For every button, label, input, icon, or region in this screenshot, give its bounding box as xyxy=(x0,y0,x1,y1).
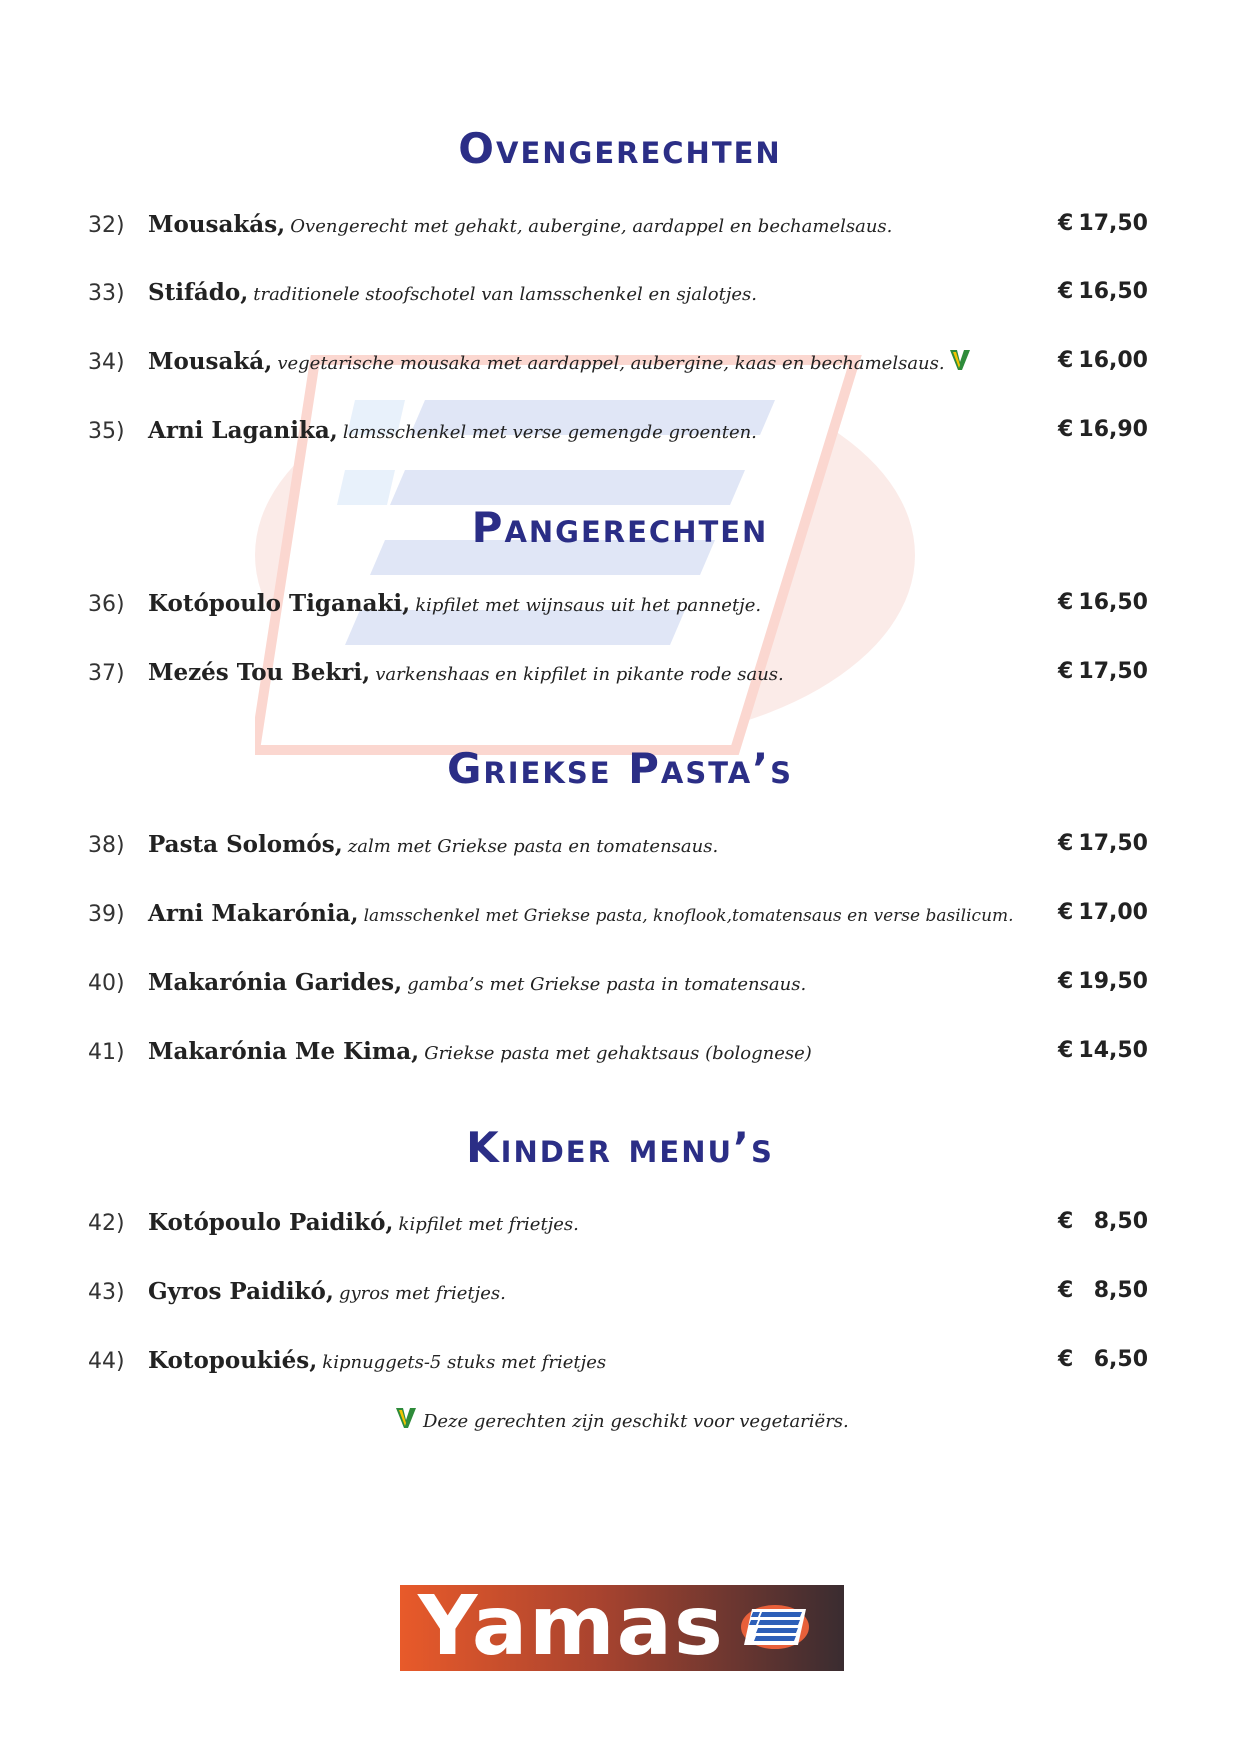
section-title-griekse-pastas: Griekse Pasta’s xyxy=(446,744,794,793)
currency-symbol: € xyxy=(1058,1038,1074,1063)
footnote-text: Deze gerechten zijn geschikt voor vegetariërs. xyxy=(422,1411,849,1432)
vegetarian-footnote xyxy=(0,1406,1240,1432)
item-description: lamsschenkel met Griekse pasta, knoflook,tomatensaus en verse basilicum. xyxy=(363,906,1014,926)
item-name: Kotópoulo Tiganaki, xyxy=(148,590,411,617)
item-number: 38) xyxy=(88,833,125,858)
item-name: Makarónia Me Kima, xyxy=(148,1038,420,1065)
item-name: Stifádo, xyxy=(148,279,249,306)
price-amount: 14,50 xyxy=(1078,1038,1148,1063)
item-number: 42) xyxy=(88,1211,125,1236)
price-amount: 19,50 xyxy=(1078,969,1148,994)
item-number: 40) xyxy=(88,971,125,996)
currency-symbol: € xyxy=(1058,417,1074,442)
item-number: 36) xyxy=(88,592,125,617)
item-number: 33) xyxy=(88,281,125,306)
item-name: Arni Laganika, xyxy=(148,417,338,444)
menu-item xyxy=(88,827,1148,867)
menu-item xyxy=(88,896,1148,936)
item-name: Kotopoukiés, xyxy=(148,1347,318,1374)
item-name: Mousaká, xyxy=(148,348,273,375)
price-amount: 17,50 xyxy=(1078,211,1148,236)
item-number: 44) xyxy=(88,1349,125,1374)
item-name: Kotópoulo Paidikó, xyxy=(148,1209,394,1236)
menu-item xyxy=(88,586,1148,626)
item-number: 39) xyxy=(88,902,125,927)
item-number: 41) xyxy=(88,1040,125,1065)
price-amount: 6,50 xyxy=(1093,1347,1148,1372)
vegetarian-v-icon xyxy=(395,1406,417,1430)
currency-symbol: € xyxy=(1058,659,1074,684)
currency-symbol: € xyxy=(1058,969,1074,994)
menu-item xyxy=(88,344,1148,384)
price-amount: 16,50 xyxy=(1078,279,1148,304)
item-description: gyros met frietjes. xyxy=(338,1283,506,1304)
item-description: Ovengerecht met gehakt, aubergine, aardappel en bechamelsaus. xyxy=(290,216,893,237)
currency-symbol: € xyxy=(1058,1278,1074,1303)
item-description: vegetarische mousaka met aardappel, aubergine, kaas en bechamelsaus. xyxy=(277,353,945,374)
item-description: Griekse pasta met gehaktsaus (bolognese) xyxy=(424,1043,812,1064)
item-description: traditionele stoofschotel van lamsschenkel en sjalotjes. xyxy=(253,284,758,305)
logo-text: Yamas xyxy=(418,1579,725,1674)
item-name: Pasta Solomós, xyxy=(148,831,343,858)
price-amount: 8,50 xyxy=(1093,1278,1148,1303)
item-number: 35) xyxy=(88,419,125,444)
section-title-pangerechten: Pangerechten xyxy=(471,503,769,552)
currency-symbol: € xyxy=(1058,279,1074,304)
greek-flag-watermark xyxy=(255,345,975,765)
vegetarian-v-icon xyxy=(949,348,971,372)
price-amount: 16,90 xyxy=(1078,417,1148,442)
item-description: zalm met Griekse pasta en tomatensaus. xyxy=(347,836,719,857)
item-number: 32) xyxy=(88,213,125,238)
menu-item xyxy=(88,655,1148,695)
currency-symbol: € xyxy=(1058,590,1074,615)
price-amount: 16,50 xyxy=(1078,590,1148,615)
currency-symbol: € xyxy=(1058,211,1074,236)
currency-symbol: € xyxy=(1058,900,1074,925)
currency-symbol: € xyxy=(1058,1209,1074,1234)
item-name: Mezés Tou Bekri, xyxy=(148,659,371,686)
menu-item xyxy=(88,413,1148,453)
yamas-logo xyxy=(400,1579,844,1674)
item-description: kipfilet met wijnsaus uit het pannetje. xyxy=(415,595,762,616)
menu-item xyxy=(88,1343,1148,1383)
currency-symbol: € xyxy=(1058,1347,1074,1372)
item-name: Arni Makarónia, xyxy=(148,900,359,927)
item-number: 43) xyxy=(88,1280,125,1305)
menu-item xyxy=(88,207,1148,247)
section-title-ovengerechten: Ovengerechten xyxy=(458,124,782,173)
menu-item xyxy=(88,275,1148,315)
item-description: varkenshaas en kipfilet in pikante rode saus. xyxy=(375,664,784,685)
item-name: Gyros Paidikó, xyxy=(148,1278,334,1305)
menu-item xyxy=(88,1274,1148,1314)
currency-symbol: € xyxy=(1058,348,1074,373)
item-number: 34) xyxy=(88,350,125,375)
price-amount: 17,50 xyxy=(1078,659,1148,684)
price-amount: 8,50 xyxy=(1093,1209,1148,1234)
item-name: Makarónia Garides, xyxy=(148,969,403,996)
price-amount: 16,00 xyxy=(1078,348,1148,373)
price-amount: 17,00 xyxy=(1078,900,1148,925)
menu-item xyxy=(88,1205,1148,1245)
currency-symbol: € xyxy=(1058,831,1074,856)
item-description: gamba’s met Griekse pasta in tomatensaus. xyxy=(407,974,807,995)
section-title-kinder-menus: Kinder menu’s xyxy=(466,1123,774,1172)
greek-flag-icon xyxy=(740,1603,810,1651)
menu-item xyxy=(88,1034,1148,1074)
item-description: lamsschenkel met verse gemengde groenten. xyxy=(342,422,757,443)
item-description: kipnuggets-5 stuks met frietjes xyxy=(322,1352,607,1373)
item-description: kipfilet met frietjes. xyxy=(398,1214,579,1235)
price-amount: 17,50 xyxy=(1078,831,1148,856)
menu-item xyxy=(88,965,1148,1005)
item-number: 37) xyxy=(88,661,125,686)
item-name: Mousakás, xyxy=(148,211,286,238)
